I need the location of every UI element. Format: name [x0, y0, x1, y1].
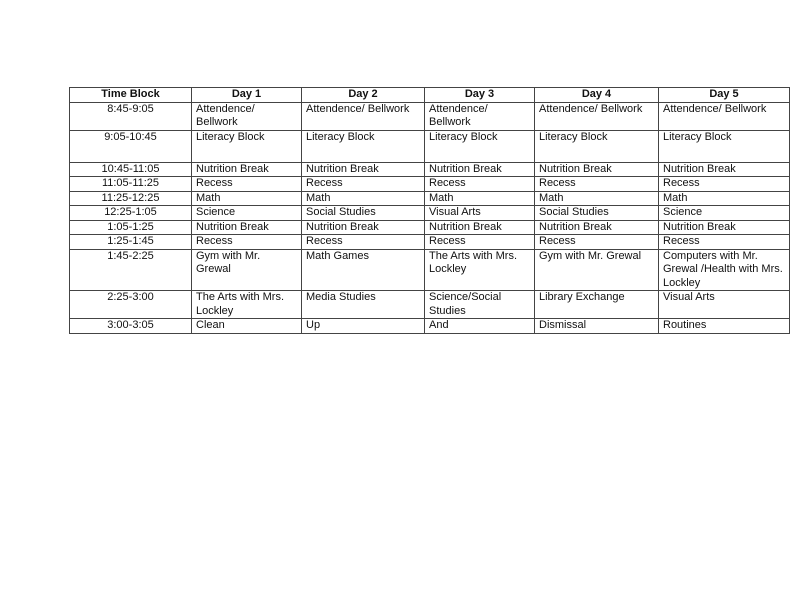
time-cell: 11:25-12:25 [70, 191, 192, 206]
schedule-cell: Dismissal [535, 319, 659, 334]
table-row [70, 191, 790, 206]
schedule-cell: Recess [425, 177, 535, 192]
schedule-cell: Recess [659, 177, 790, 192]
schedule-cell: Math [192, 191, 302, 206]
table-row [70, 291, 790, 319]
time-cell: 1:45-2:25 [70, 249, 192, 291]
schedule-cell: Recess [535, 235, 659, 250]
schedule-cell: Nutrition Break [192, 220, 302, 235]
schedule-cell: Clean [192, 319, 302, 334]
time-cell: 11:05-11:25 [70, 177, 192, 192]
table-row [70, 162, 790, 177]
time-cell: 9:05-10:45 [70, 130, 192, 162]
time-cell: 12:25-1:05 [70, 206, 192, 221]
time-cell: 1:25-1:45 [70, 235, 192, 250]
schedule-cell: Science [659, 206, 790, 221]
schedule-cell: Recess [659, 235, 790, 250]
schedule-cell: Recess [535, 177, 659, 192]
schedule-cell: Nutrition Break [535, 162, 659, 177]
time-cell: 3:00-3:05 [70, 319, 192, 334]
schedule-cell: And [425, 319, 535, 334]
table-row [70, 319, 790, 334]
schedule-cell: Recess [192, 235, 302, 250]
schedule-cell: Nutrition Break [535, 220, 659, 235]
schedule-cell: Math Games [302, 249, 425, 291]
schedule-cell: The Arts with Mrs. Lockley [192, 291, 302, 319]
schedule-cell: The Arts with Mrs. Lockley [425, 249, 535, 291]
table-row [70, 235, 790, 250]
table-row [70, 177, 790, 192]
time-cell: 1:05-1:25 [70, 220, 192, 235]
table-row [70, 102, 790, 130]
table-header-row [70, 88, 790, 103]
schedule-cell: Social Studies [302, 206, 425, 221]
schedule-cell: Math [659, 191, 790, 206]
schedule-cell: Attendence/ Bellwork [192, 102, 302, 130]
schedule-cell: Attendence/ Bellwork [535, 102, 659, 130]
schedule-cell: Literacy Block [425, 130, 535, 162]
time-cell: 8:45-9:05 [70, 102, 192, 130]
header-day-2: Day 2 [302, 88, 425, 103]
schedule-cell: Media Studies [302, 291, 425, 319]
schedule-cell: Nutrition Break [302, 162, 425, 177]
schedule-cell: Nutrition Break [425, 162, 535, 177]
schedule-cell: Computers with Mr. Grewal /Health with Mrs. Lockley [659, 249, 790, 291]
schedule-cell: Nutrition Break [302, 220, 425, 235]
schedule-cell: Science [192, 206, 302, 221]
schedule-cell: Math [425, 191, 535, 206]
schedule-cell: Social Studies [535, 206, 659, 221]
schedule-cell: Nutrition Break [659, 162, 790, 177]
schedule-cell: Nutrition Break [425, 220, 535, 235]
schedule-cell: Recess [425, 235, 535, 250]
schedule-cell: Up [302, 319, 425, 334]
schedule-cell: Gym with Mr. Grewal [535, 249, 659, 291]
time-cell: 2:25-3:00 [70, 291, 192, 319]
time-cell: 10:45-11:05 [70, 162, 192, 177]
header-day-4: Day 4 [535, 88, 659, 103]
schedule-cell: Literacy Block [659, 130, 790, 162]
schedule-cell: Visual Arts [659, 291, 790, 319]
schedule-cell: Recess [302, 235, 425, 250]
schedule-cell: Literacy Block [302, 130, 425, 162]
schedule-cell: Library Exchange [535, 291, 659, 319]
schedule-cell: Gym with Mr. Grewal [192, 249, 302, 291]
schedule-cell: Attendence/ Bellwork [425, 102, 535, 130]
schedule-cell: Science/Social Studies [425, 291, 535, 319]
header-day-5: Day 5 [659, 88, 790, 103]
schedule-cell: Nutrition Break [659, 220, 790, 235]
schedule-cell: Visual Arts [425, 206, 535, 221]
table-row [70, 220, 790, 235]
schedule-cell: Recess [302, 177, 425, 192]
schedule-cell: Math [302, 191, 425, 206]
table-row [70, 130, 790, 162]
schedule-cell: Routines [659, 319, 790, 334]
table-row [70, 206, 790, 221]
schedule-cell: Recess [192, 177, 302, 192]
header-day-3: Day 3 [425, 88, 535, 103]
schedule-cell: Attendence/ Bellwork [659, 102, 790, 130]
schedule-cell: Nutrition Break [192, 162, 302, 177]
schedule-cell: Attendence/ Bellwork [302, 102, 425, 130]
schedule-cell: Literacy Block [192, 130, 302, 162]
header-day-1: Day 1 [192, 88, 302, 103]
schedule-cell: Literacy Block [535, 130, 659, 162]
schedule-cell: Math [535, 191, 659, 206]
header-time-block: Time Block [70, 88, 192, 103]
schedule-table [69, 87, 790, 334]
table-row [70, 249, 790, 291]
